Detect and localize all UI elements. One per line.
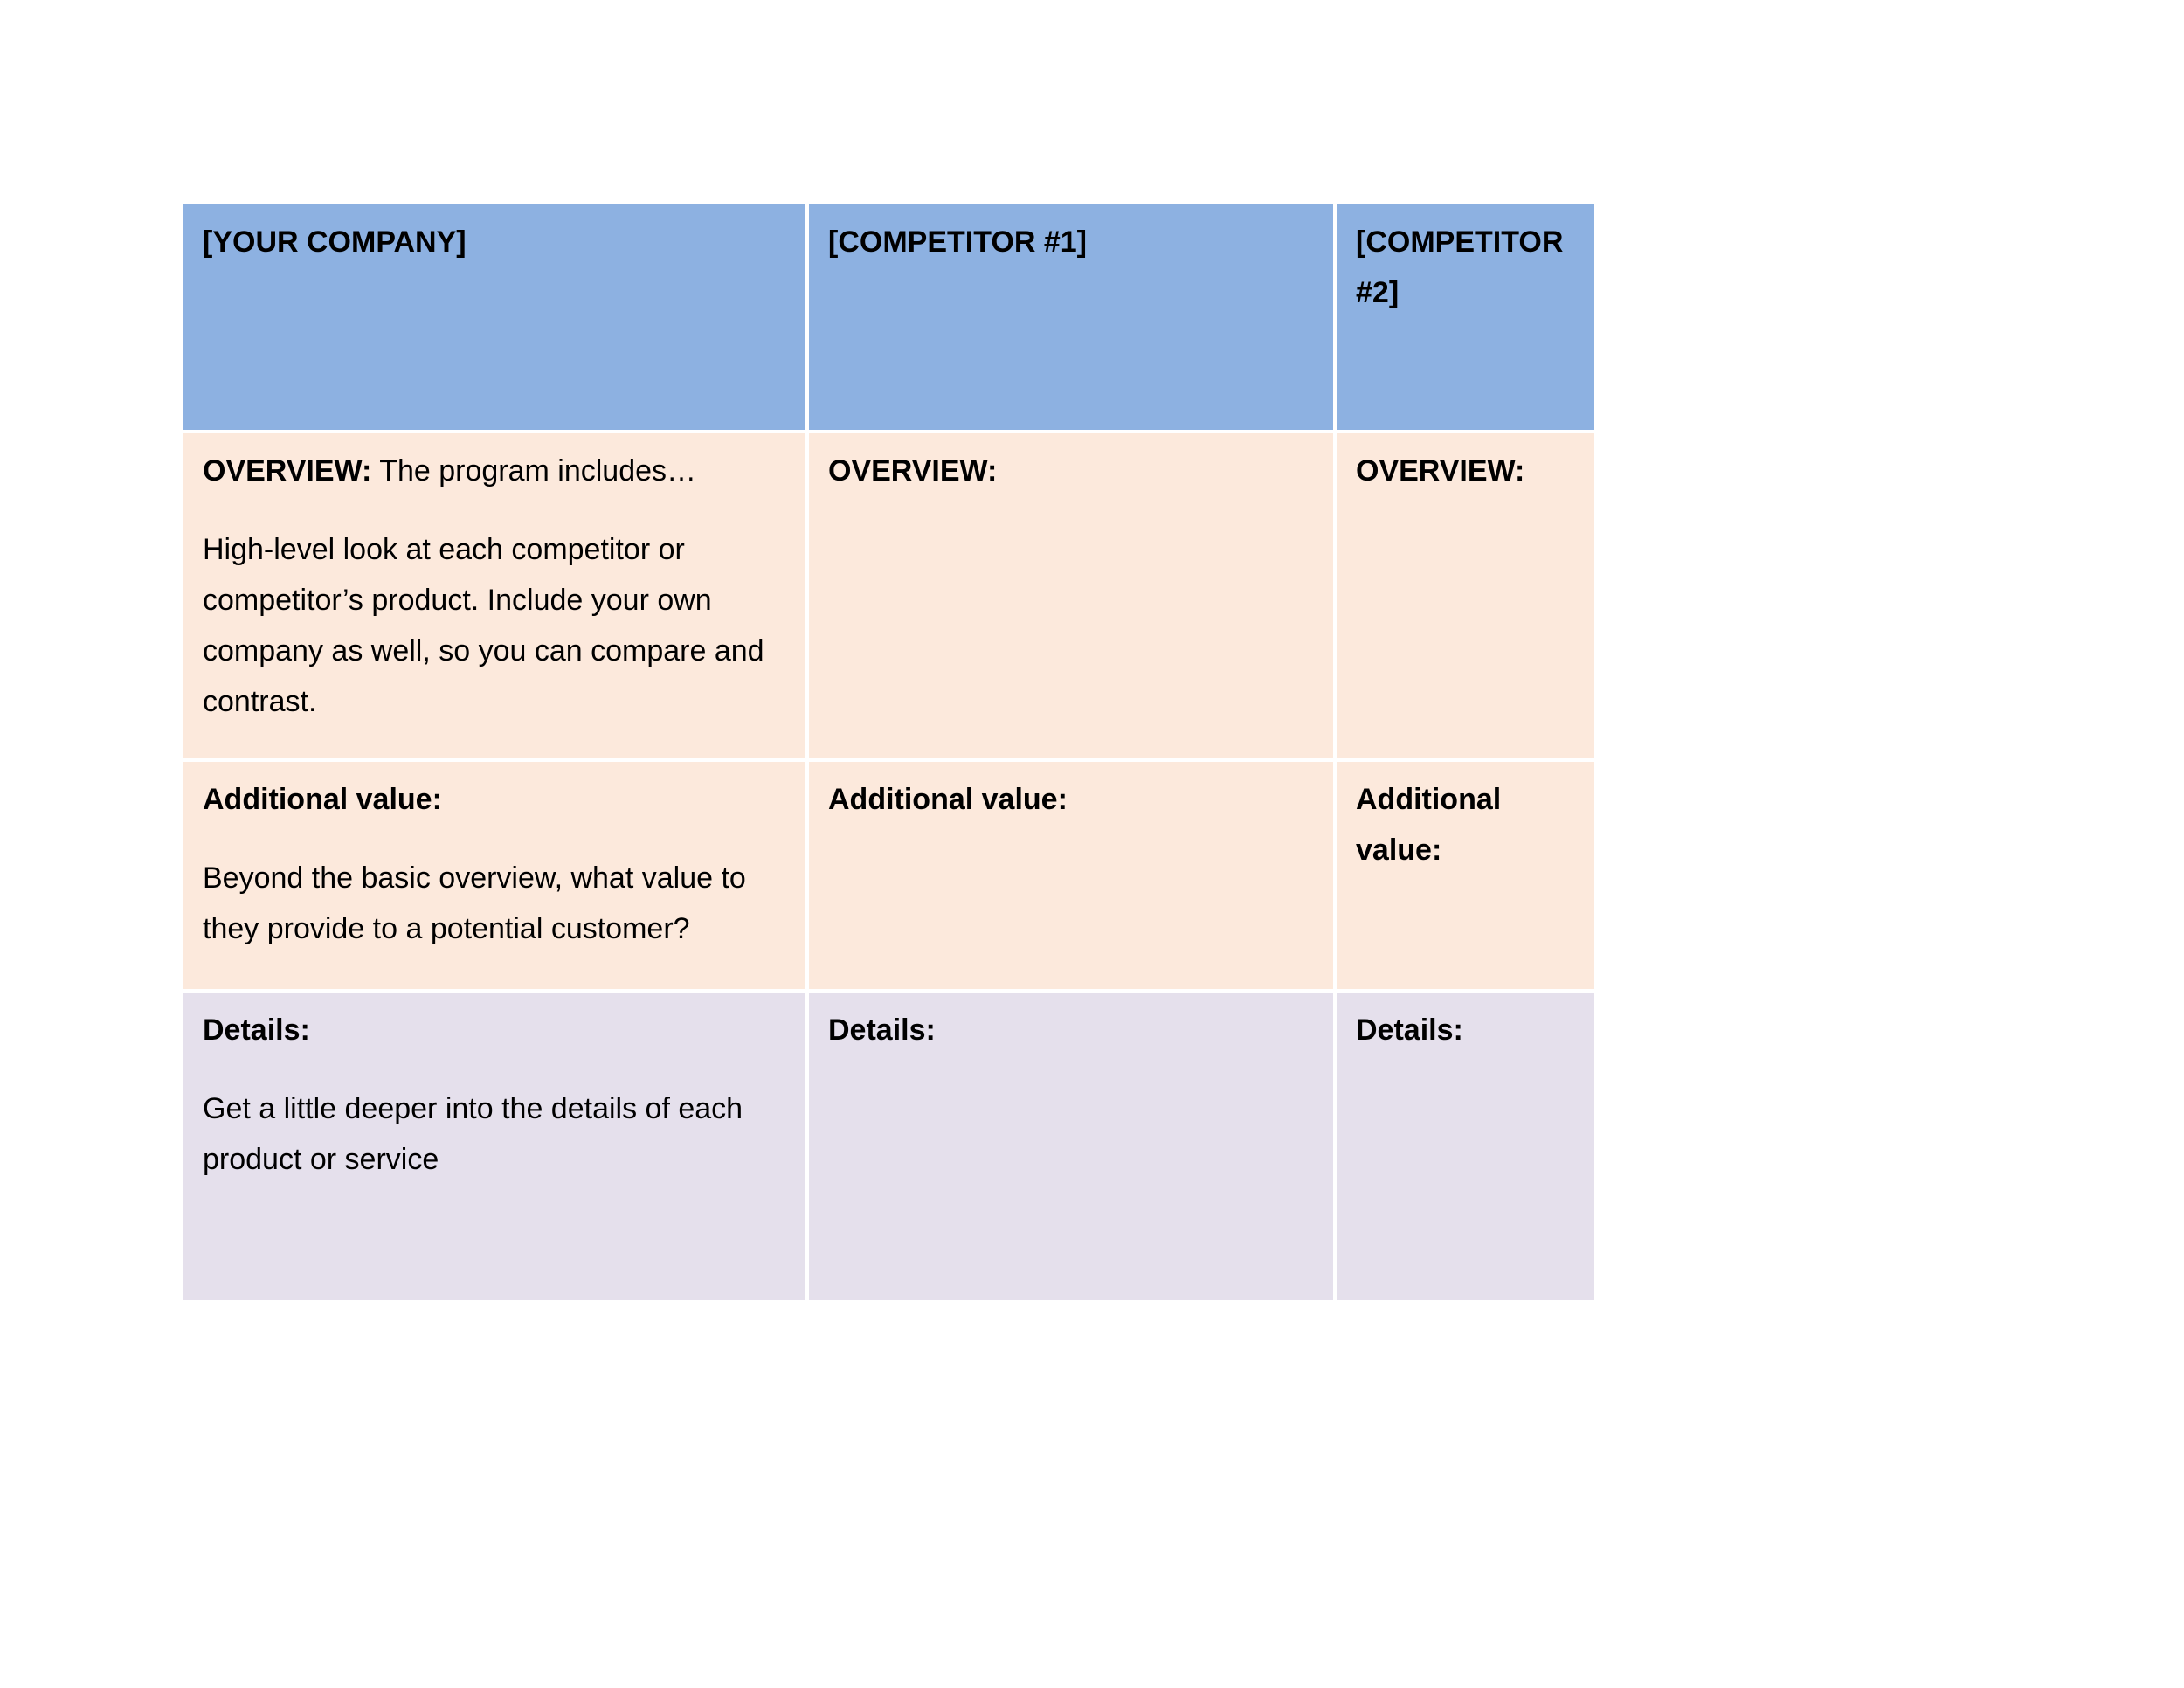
header-your-company-label: [YOUR COMPANY]	[203, 225, 467, 259]
details-description: Get a little deeper into the details of each product or service	[203, 1092, 743, 1176]
additional-value-label-competitor-1: Additional value:	[828, 783, 1068, 816]
details-cell-competitor-1	[807, 991, 1335, 1302]
overview-description: High-level look at each competitor or competitor’s product. Include your own company as well, so you can compare and contrast.	[203, 533, 764, 718]
overview-label-competitor-1: OVERVIEW:	[828, 454, 998, 488]
overview-inline-text: The program includes…	[379, 454, 697, 488]
overview-cell-competitor-1	[807, 432, 1335, 760]
details-row	[182, 991, 1596, 1302]
competitor-comparison-table	[180, 201, 1598, 1304]
overview-row	[182, 432, 1596, 760]
overview-cell-competitor-2	[1335, 432, 1596, 760]
additional-value-label-competitor-2: Additional value:	[1356, 783, 1502, 867]
additional-value-cell-your-company	[182, 760, 807, 991]
details-cell-competitor-2	[1335, 991, 1596, 1302]
details-label-competitor-2: Details:	[1356, 1013, 1463, 1047]
overview-label-competitor-2: OVERVIEW:	[1356, 454, 1525, 488]
additional-value-label: Additional value:	[203, 783, 442, 816]
header-competitor-1	[807, 203, 1335, 432]
additional-value-cell-competitor-1	[807, 760, 1335, 991]
overview-label: OVERVIEW:	[203, 454, 372, 488]
header-competitor-2-label: [COMPETITOR #2]	[1356, 225, 1564, 309]
header-row	[182, 203, 1596, 432]
additional-value-row	[182, 760, 1596, 991]
details-label: Details:	[203, 1013, 310, 1047]
details-cell-your-company	[182, 991, 807, 1302]
details-label-competitor-1: Details:	[828, 1013, 936, 1047]
additional-value-cell-competitor-2	[1335, 760, 1596, 991]
header-competitor-1-label: [COMPETITOR #1]	[828, 225, 1087, 259]
header-your-company	[182, 203, 807, 432]
additional-value-description: Beyond the basic overview, what value to they provide to a potential customer?	[203, 861, 746, 945]
overview-cell-your-company	[182, 432, 807, 760]
header-competitor-2	[1335, 203, 1596, 432]
